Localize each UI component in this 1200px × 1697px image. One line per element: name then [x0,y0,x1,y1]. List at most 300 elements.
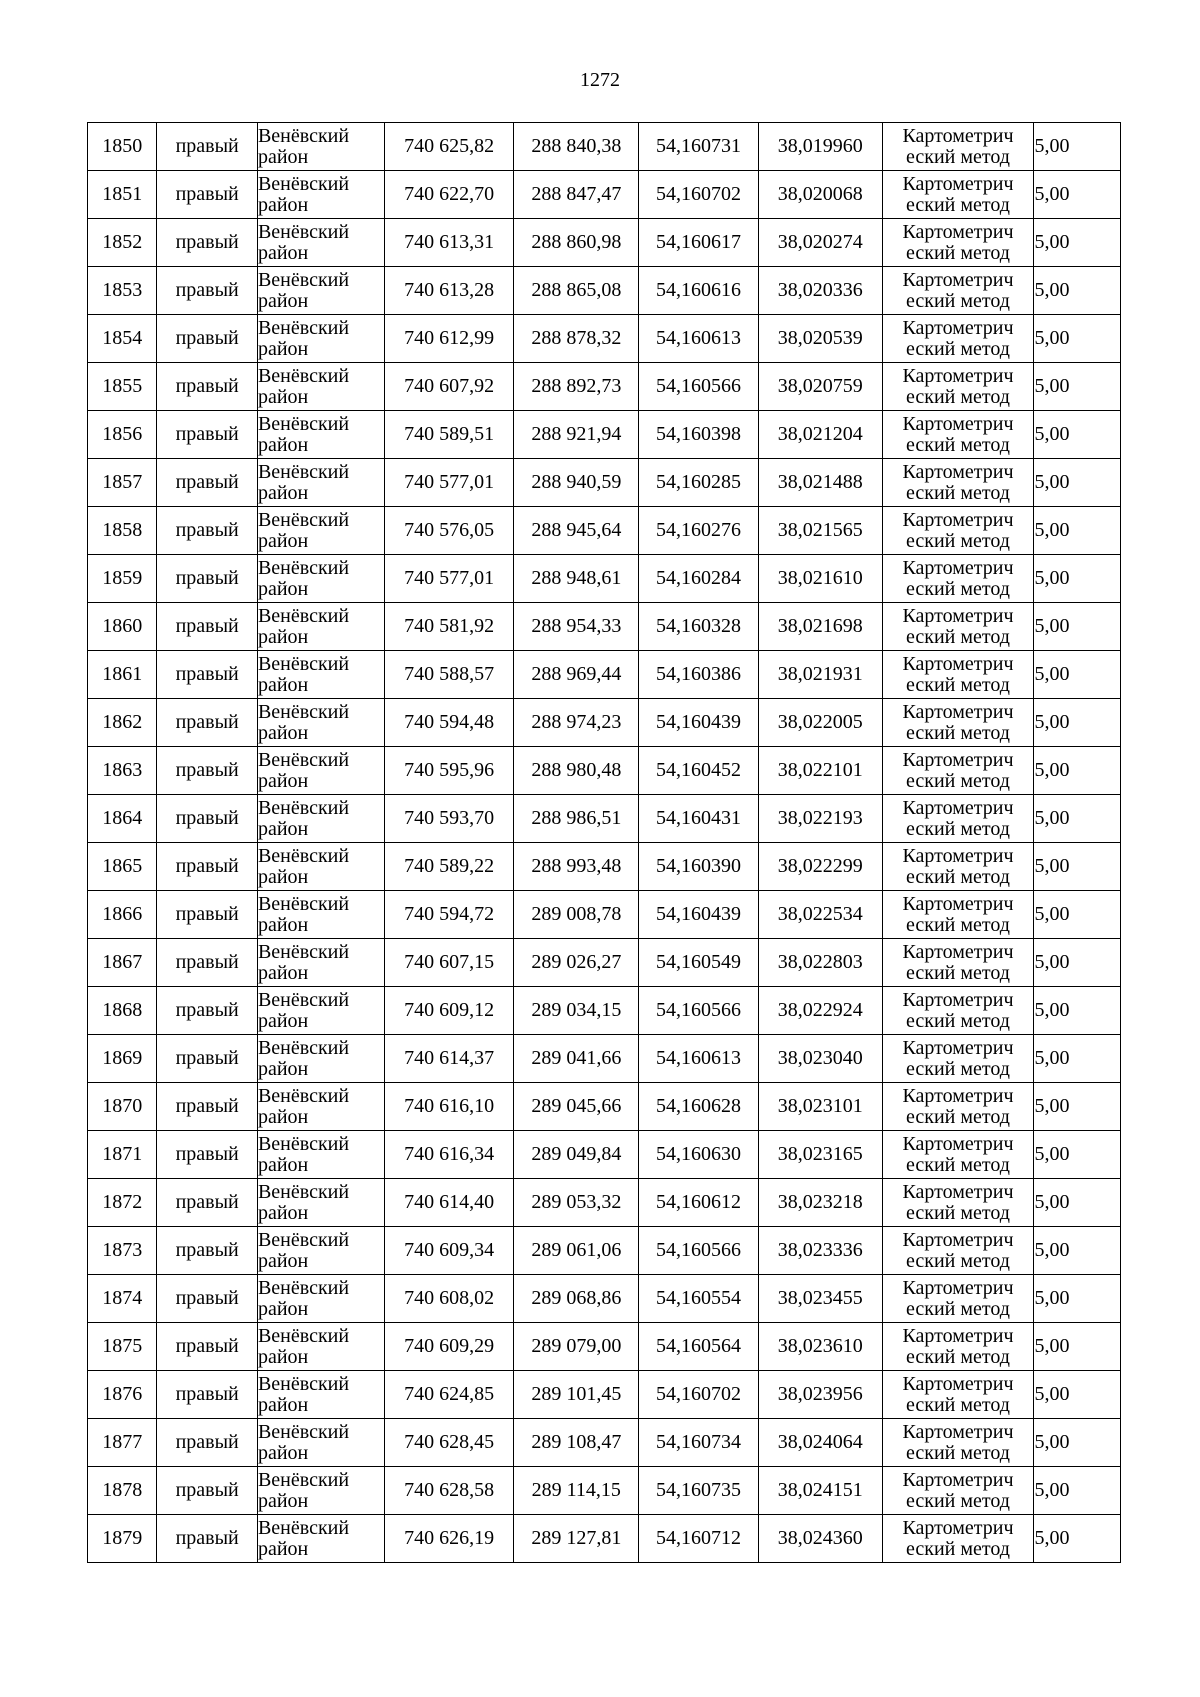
table-row [88,843,1121,891]
district-cell [257,1419,384,1467]
method-cell-line2: еский метод [906,1201,1010,1224]
point-number-cell: 1858 [88,507,157,555]
longitude-cell: 38,023101 [758,1083,882,1131]
x-coordinate-cell: 740 625,82 [384,123,514,171]
district-cell-line1: Венёвский [257,1324,350,1347]
method-cell [882,459,1034,507]
district-cell-line1: Венёвский [257,172,350,195]
latitude-cell: 54,160439 [639,891,759,939]
point-number-cell: 1855 [88,363,157,411]
district-cell-line1: Венёвский [257,748,350,771]
district-cell [257,315,384,363]
district-cell-line1: Венёвский [257,460,350,483]
method-cell [882,1083,1034,1131]
district-cell-line2: район [257,1489,309,1512]
y-coordinate-cell: 288 840,38 [514,123,639,171]
accuracy-cell: 5,00 [1034,603,1121,651]
district-cell-line2: район [257,145,309,168]
y-coordinate-cell: 288 986,51 [514,795,639,843]
x-coordinate-cell: 740 589,51 [384,411,514,459]
accuracy-cell: 5,00 [1034,795,1121,843]
method-cell-line2: еский метод [906,1345,1010,1368]
table-row [88,1131,1121,1179]
district-cell-line2: район [257,913,309,936]
table-row [88,795,1121,843]
method-cell [882,507,1034,555]
method-cell-line2: еский метод [906,1153,1010,1176]
method-cell [882,747,1034,795]
latitude-cell: 54,160612 [639,1179,759,1227]
table-row [88,891,1121,939]
method-cell-line1: Картометрич [902,1276,1014,1299]
bank-side-cell: правый [157,891,258,939]
x-coordinate-cell: 740 622,70 [384,171,514,219]
method-cell-line1: Картометрич [902,1324,1014,1347]
longitude-cell: 38,021698 [758,603,882,651]
longitude-cell: 38,023165 [758,1131,882,1179]
longitude-cell: 38,023455 [758,1275,882,1323]
latitude-cell: 54,160554 [639,1275,759,1323]
district-cell-line2: район [257,1393,309,1416]
district-cell-line2: район [257,193,309,216]
district-cell-line1: Венёвский [257,652,350,675]
point-number-cell: 1862 [88,699,157,747]
method-cell [882,1035,1034,1083]
latitude-cell: 54,160628 [639,1083,759,1131]
table-row [88,411,1121,459]
longitude-cell: 38,024360 [758,1515,882,1563]
point-number-cell: 1861 [88,651,157,699]
x-coordinate-cell: 740 607,92 [384,363,514,411]
district-cell [257,507,384,555]
y-coordinate-cell: 288 865,08 [514,267,639,315]
method-cell-line2: еский метод [906,1249,1010,1272]
point-number-cell: 1850 [88,123,157,171]
y-coordinate-cell: 289 034,15 [514,987,639,1035]
district-cell-line1: Венёвский [257,1228,350,1251]
x-coordinate-cell: 740 614,40 [384,1179,514,1227]
longitude-cell: 38,022299 [758,843,882,891]
table-row [88,1035,1121,1083]
bank-side-cell: правый [157,795,258,843]
district-cell-line2: район [257,1057,309,1080]
method-cell [882,171,1034,219]
bank-side-cell: правый [157,267,258,315]
accuracy-cell: 5,00 [1034,123,1121,171]
district-cell-line1: Венёвский [257,1084,350,1107]
district-cell [257,1083,384,1131]
accuracy-cell: 5,00 [1034,1275,1121,1323]
accuracy-cell: 5,00 [1034,1419,1121,1467]
bank-side-cell: правый [157,459,258,507]
method-cell [882,1227,1034,1275]
longitude-cell: 38,022101 [758,747,882,795]
method-cell [882,939,1034,987]
district-cell-line1: Венёвский [257,1516,350,1539]
x-coordinate-cell: 740 589,22 [384,843,514,891]
method-cell-line2: еский метод [906,1105,1010,1128]
district-cell [257,891,384,939]
accuracy-cell: 5,00 [1034,939,1121,987]
district-cell [257,1371,384,1419]
y-coordinate-cell: 288 940,59 [514,459,639,507]
method-cell-line2: еский метод [906,529,1010,552]
longitude-cell: 38,023336 [758,1227,882,1275]
x-coordinate-cell: 740 595,96 [384,747,514,795]
method-cell-line2: еский метод [906,1441,1010,1464]
latitude-cell: 54,160566 [639,1227,759,1275]
district-cell-line1: Венёвский [257,844,350,867]
latitude-cell: 54,160564 [639,1323,759,1371]
method-cell-line1: Картометрич [902,1516,1014,1539]
y-coordinate-cell: 288 945,64 [514,507,639,555]
district-cell-line2: район [257,1105,309,1128]
accuracy-cell: 5,00 [1034,507,1121,555]
method-cell-line1: Картометрич [902,940,1014,963]
accuracy-cell: 5,00 [1034,1323,1121,1371]
method-cell-line1: Картометрич [902,556,1014,579]
longitude-cell: 38,023218 [758,1179,882,1227]
x-coordinate-cell: 740 588,57 [384,651,514,699]
point-number-cell: 1870 [88,1083,157,1131]
method-cell-line1: Картометрич [902,1180,1014,1203]
method-cell-line2: еский метод [906,1297,1010,1320]
district-cell-line2: район [257,625,309,648]
method-cell-line1: Картометрич [902,1036,1014,1059]
district-cell-line1: Венёвский [257,556,350,579]
point-number-cell: 1872 [88,1179,157,1227]
longitude-cell: 38,021931 [758,651,882,699]
method-cell [882,1371,1034,1419]
bank-side-cell: правый [157,843,258,891]
district-cell-line1: Венёвский [257,412,350,435]
bank-side-cell: правый [157,219,258,267]
point-number-cell: 1879 [88,1515,157,1563]
latitude-cell: 54,160452 [639,747,759,795]
district-cell-line2: район [257,769,309,792]
district-cell-line1: Венёвский [257,364,350,387]
x-coordinate-cell: 740 624,85 [384,1371,514,1419]
table-row [88,1179,1121,1227]
method-cell-line1: Картометрич [902,124,1014,147]
table-row [88,219,1121,267]
latitude-cell: 54,160276 [639,507,759,555]
x-coordinate-cell: 740 613,28 [384,267,514,315]
method-cell [882,1131,1034,1179]
district-cell [257,219,384,267]
point-number-cell: 1856 [88,411,157,459]
accuracy-cell: 5,00 [1034,555,1121,603]
bank-side-cell: правый [157,1323,258,1371]
district-cell-line2: район [257,1345,309,1368]
method-cell-line1: Картометрич [902,268,1014,291]
longitude-cell: 38,024151 [758,1467,882,1515]
point-number-cell: 1860 [88,603,157,651]
longitude-cell: 38,023040 [758,1035,882,1083]
accuracy-cell: 5,00 [1034,363,1121,411]
longitude-cell: 38,022924 [758,987,882,1035]
longitude-cell: 38,020336 [758,267,882,315]
y-coordinate-cell: 289 108,47 [514,1419,639,1467]
table-row [88,1227,1121,1275]
district-cell [257,123,384,171]
method-cell-line2: еский метод [906,241,1010,264]
accuracy-cell: 5,00 [1034,1371,1121,1419]
y-coordinate-cell: 289 101,45 [514,1371,639,1419]
method-cell [882,1179,1034,1227]
bank-side-cell: правый [157,987,258,1035]
method-cell-line1: Картометрич [902,172,1014,195]
point-number-cell: 1851 [88,171,157,219]
latitude-cell: 54,160613 [639,1035,759,1083]
district-cell [257,171,384,219]
y-coordinate-cell: 288 974,23 [514,699,639,747]
bank-side-cell: правый [157,171,258,219]
method-cell-line2: еский метод [906,769,1010,792]
point-number-cell: 1865 [88,843,157,891]
district-cell-line2: район [257,961,309,984]
latitude-cell: 54,160386 [639,651,759,699]
district-cell-line2: район [257,529,309,552]
point-number-cell: 1874 [88,1275,157,1323]
bank-side-cell: правый [157,1035,258,1083]
latitude-cell: 54,160702 [639,171,759,219]
district-cell-line2: район [257,865,309,888]
table-row [88,555,1121,603]
method-cell-line1: Картометрич [902,652,1014,675]
point-number-cell: 1876 [88,1371,157,1419]
latitude-cell: 54,160712 [639,1515,759,1563]
point-number-cell: 1857 [88,459,157,507]
district-cell-line1: Венёвский [257,220,350,243]
method-cell [882,267,1034,315]
point-number-cell: 1853 [88,267,157,315]
district-cell-line2: район [257,577,309,600]
accuracy-cell: 5,00 [1034,1179,1121,1227]
table-row [88,267,1121,315]
y-coordinate-cell: 288 892,73 [514,363,639,411]
district-cell-line1: Венёвский [257,316,350,339]
y-coordinate-cell: 289 045,66 [514,1083,639,1131]
district-cell-line1: Венёвский [257,940,350,963]
bank-side-cell: правый [157,1419,258,1467]
method-cell-line2: еский метод [906,721,1010,744]
district-cell-line1: Венёвский [257,508,350,531]
district-cell-line1: Венёвский [257,1372,350,1395]
accuracy-cell: 5,00 [1034,1515,1121,1563]
y-coordinate-cell: 289 053,32 [514,1179,639,1227]
district-cell-line2: район [257,1537,309,1560]
method-cell-line1: Картометрич [902,844,1014,867]
table-body [88,123,1121,1563]
x-coordinate-cell: 740 581,92 [384,603,514,651]
accuracy-cell: 5,00 [1034,1227,1121,1275]
district-cell-line2: район [257,1297,309,1320]
accuracy-cell: 5,00 [1034,1467,1121,1515]
district-cell-line2: район [257,817,309,840]
y-coordinate-cell: 288 948,61 [514,555,639,603]
district-cell-line2: район [257,1441,309,1464]
method-cell [882,555,1034,603]
y-coordinate-cell: 288 954,33 [514,603,639,651]
method-cell-line1: Картометрич [902,1132,1014,1155]
method-cell [882,411,1034,459]
table-row [88,1515,1121,1563]
table-row [88,171,1121,219]
district-cell-line1: Венёвский [257,268,350,291]
point-number-cell: 1875 [88,1323,157,1371]
method-cell-line2: еский метод [906,673,1010,696]
method-cell-line2: еский метод [906,865,1010,888]
bank-side-cell: правый [157,363,258,411]
latitude-cell: 54,160731 [639,123,759,171]
district-cell [257,651,384,699]
bank-side-cell: правый [157,603,258,651]
y-coordinate-cell: 289 114,15 [514,1467,639,1515]
bank-side-cell: правый [157,411,258,459]
district-cell-line2: район [257,1201,309,1224]
longitude-cell: 38,021610 [758,555,882,603]
district-cell [257,1035,384,1083]
accuracy-cell: 5,00 [1034,1131,1121,1179]
district-cell-line2: район [257,673,309,696]
method-cell-line2: еский метод [906,145,1010,168]
latitude-cell: 54,160702 [639,1371,759,1419]
district-cell [257,843,384,891]
method-cell-line2: еский метод [906,1489,1010,1512]
accuracy-cell: 5,00 [1034,891,1121,939]
longitude-cell: 38,021565 [758,507,882,555]
latitude-cell: 54,160431 [639,795,759,843]
point-number-cell: 1873 [88,1227,157,1275]
y-coordinate-cell: 289 049,84 [514,1131,639,1179]
longitude-cell: 38,022534 [758,891,882,939]
longitude-cell: 38,020759 [758,363,882,411]
district-cell-line2: район [257,1009,309,1032]
point-number-cell: 1863 [88,747,157,795]
district-cell [257,795,384,843]
longitude-cell: 38,021204 [758,411,882,459]
district-cell-line1: Венёвский [257,1036,350,1059]
district-cell-line1: Венёвский [257,796,350,819]
method-cell [882,123,1034,171]
longitude-cell: 38,022193 [758,795,882,843]
x-coordinate-cell: 740 609,12 [384,987,514,1035]
method-cell-line2: еский метод [906,1393,1010,1416]
method-cell [882,1275,1034,1323]
latitude-cell: 54,160630 [639,1131,759,1179]
table-row [88,459,1121,507]
method-cell-line1: Картометрич [902,1420,1014,1443]
method-cell [882,315,1034,363]
district-cell-line2: район [257,433,309,456]
district-cell-line2: район [257,337,309,360]
bank-side-cell: правый [157,315,258,363]
latitude-cell: 54,160734 [639,1419,759,1467]
district-cell [257,267,384,315]
method-cell [882,651,1034,699]
table-row [88,1323,1121,1371]
table-row [88,1275,1121,1323]
method-cell [882,1323,1034,1371]
x-coordinate-cell: 740 613,31 [384,219,514,267]
accuracy-cell: 5,00 [1034,267,1121,315]
district-cell [257,1131,384,1179]
point-number-cell: 1866 [88,891,157,939]
method-cell-line2: еский метод [906,817,1010,840]
method-cell [882,219,1034,267]
longitude-cell: 38,020539 [758,315,882,363]
table-row [88,939,1121,987]
x-coordinate-cell: 740 594,72 [384,891,514,939]
point-number-cell: 1871 [88,1131,157,1179]
district-cell [257,1323,384,1371]
bank-side-cell: правый [157,507,258,555]
y-coordinate-cell: 288 980,48 [514,747,639,795]
y-coordinate-cell: 288 878,32 [514,315,639,363]
district-cell [257,363,384,411]
x-coordinate-cell: 740 628,58 [384,1467,514,1515]
bank-side-cell: правый [157,747,258,795]
accuracy-cell: 5,00 [1034,171,1121,219]
district-cell-line2: район [257,241,309,264]
bank-side-cell: правый [157,1515,258,1563]
x-coordinate-cell: 740 593,70 [384,795,514,843]
method-cell-line2: еский метод [906,1057,1010,1080]
district-cell-line2: район [257,1249,309,1272]
point-number-cell: 1854 [88,315,157,363]
latitude-cell: 54,160566 [639,987,759,1035]
table-row [88,1467,1121,1515]
table-row [88,1371,1121,1419]
y-coordinate-cell: 289 061,06 [514,1227,639,1275]
y-coordinate-cell: 288 860,98 [514,219,639,267]
method-cell-line2: еский метод [906,1537,1010,1560]
accuracy-cell: 5,00 [1034,651,1121,699]
table-row [88,507,1121,555]
district-cell-line2: район [257,385,309,408]
accuracy-cell: 5,00 [1034,1083,1121,1131]
district-cell [257,747,384,795]
bank-side-cell: правый [157,1275,258,1323]
method-cell-line2: еский метод [906,577,1010,600]
bank-side-cell: правый [157,1371,258,1419]
bank-side-cell: правый [157,699,258,747]
method-cell-line1: Картометрич [902,1084,1014,1107]
latitude-cell: 54,160285 [639,459,759,507]
accuracy-cell: 5,00 [1034,411,1121,459]
point-number-cell: 1869 [88,1035,157,1083]
district-cell-line1: Венёвский [257,1180,350,1203]
district-cell [257,1515,384,1563]
x-coordinate-cell: 740 577,01 [384,555,514,603]
table-row [88,699,1121,747]
latitude-cell: 54,160398 [639,411,759,459]
latitude-cell: 54,160735 [639,1467,759,1515]
y-coordinate-cell: 289 127,81 [514,1515,639,1563]
district-cell-line2: район [257,481,309,504]
method-cell-line1: Картометрич [902,796,1014,819]
accuracy-cell: 5,00 [1034,315,1121,363]
method-cell-line2: еский метод [906,961,1010,984]
method-cell-line1: Картометрич [902,220,1014,243]
method-cell-line1: Картометрич [902,700,1014,723]
method-cell-line1: Картометрич [902,748,1014,771]
accuracy-cell: 5,00 [1034,219,1121,267]
table-row [88,651,1121,699]
method-cell-line1: Картометрич [902,1228,1014,1251]
latitude-cell: 54,160390 [639,843,759,891]
